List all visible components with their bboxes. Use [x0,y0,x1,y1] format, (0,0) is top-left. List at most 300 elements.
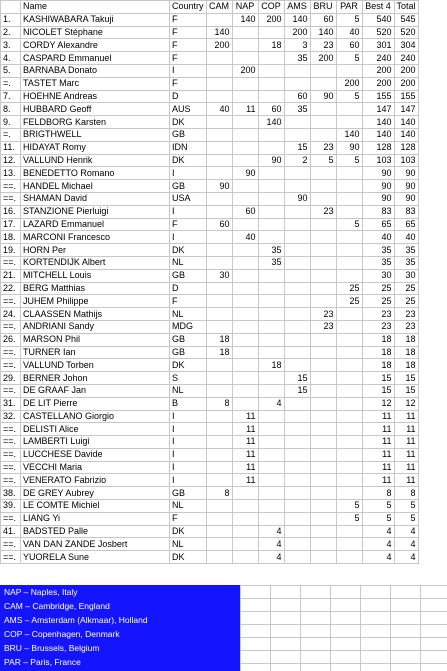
cell-par[interactable] [336,180,362,193]
cell-nap[interactable] [232,26,258,39]
cell-best4[interactable]: 15 [362,372,394,385]
cell-bru[interactable] [310,180,336,193]
header-rank[interactable] [1,1,21,14]
cell-country[interactable]: F [170,13,207,26]
cell-cam[interactable] [206,500,232,513]
cell-best4[interactable]: 8 [362,487,394,500]
cell-nap[interactable] [232,512,258,525]
cell-bru[interactable]: 60 [310,13,336,26]
cell-cam[interactable] [206,256,232,269]
cell-nap[interactable] [232,295,258,308]
cell-cop[interactable] [258,128,284,141]
cell-cop[interactable] [258,192,284,205]
cell-bru[interactable]: 23 [310,205,336,218]
cell-best4[interactable]: 18 [362,333,394,346]
cell-nap[interactable] [232,384,258,397]
cell-cop[interactable] [258,180,284,193]
cell-cop[interactable]: 200 [258,13,284,26]
cell-total[interactable]: 147 [394,103,418,116]
cell-country[interactable]: I [170,423,207,436]
cell-nap[interactable]: 11 [232,103,258,116]
cell-total[interactable]: 304 [394,39,418,52]
cell-nap[interactable] [232,244,258,257]
cell-country[interactable]: NL [170,384,207,397]
cell-best4[interactable]: 35 [362,244,394,257]
cell-cop[interactable]: 90 [258,154,284,167]
cell-par[interactable] [336,525,362,538]
cell-ams[interactable] [284,167,310,180]
cell-country[interactable]: F [170,52,207,65]
cell-cop[interactable] [258,308,284,321]
cell-cop[interactable] [258,423,284,436]
cell-par[interactable] [336,397,362,410]
cell-rank[interactable]: 39. [1,500,21,513]
cell-rank[interactable]: 7. [1,90,21,103]
cell-total[interactable]: 40 [394,231,418,244]
cell-bru[interactable] [310,346,336,359]
cell-country[interactable]: GB [170,269,207,282]
cell-rank[interactable]: 22. [1,282,21,295]
cell-cam[interactable] [206,154,232,167]
cell-nap[interactable] [232,397,258,410]
cell-ams[interactable] [284,77,310,90]
cell-total[interactable]: 65 [394,218,418,231]
cell-ams[interactable] [284,500,310,513]
cell-bru[interactable]: 5 [310,154,336,167]
header-bru[interactable]: BRU [310,1,336,14]
header-cop[interactable]: COP [258,1,284,14]
cell-nap[interactable] [232,525,258,538]
cell-bru[interactable]: 200 [310,52,336,65]
cell-rank[interactable]: 2. [1,26,21,39]
cell-name[interactable]: HORN Per [21,244,170,257]
cell-bru[interactable] [310,372,336,385]
cell-best4[interactable]: 140 [362,116,394,129]
cell-par[interactable] [336,384,362,397]
cell-total[interactable]: 15 [394,372,418,385]
cell-rank[interactable]: 12. [1,154,21,167]
cell-name[interactable]: VECCHI Maria [21,461,170,474]
cell-total[interactable]: 25 [394,295,418,308]
cell-bru[interactable] [310,218,336,231]
cell-rank[interactable]: 38. [1,487,21,500]
cell-cop[interactable] [258,141,284,154]
cell-best4[interactable]: 540 [362,13,394,26]
cell-rank[interactable]: 29. [1,372,21,385]
cell-ams[interactable] [284,436,310,449]
cell-country[interactable]: NL [170,256,207,269]
cell-rank[interactable]: ==. [1,436,21,449]
cell-nap[interactable] [232,192,258,205]
cell-rank[interactable]: ==. [1,538,21,551]
cell-rank[interactable]: ==. [1,256,21,269]
cell-bru[interactable] [310,116,336,129]
cell-bru[interactable] [310,77,336,90]
cell-country[interactable]: NL [170,500,207,513]
cell-ams[interactable] [284,308,310,321]
cell-rank[interactable]: 4. [1,52,21,65]
cell-par[interactable] [336,333,362,346]
cell-rank[interactable]: ==. [1,448,21,461]
cell-ams[interactable] [284,359,310,372]
cell-nap[interactable] [232,333,258,346]
cell-name[interactable]: TURNER Ian [21,346,170,359]
cell-bru[interactable] [310,500,336,513]
cell-name[interactable]: LAZARD Emmanuel [21,218,170,231]
cell-country[interactable]: I [170,448,207,461]
cell-ams[interactable] [284,128,310,141]
header-par[interactable]: PAR [336,1,362,14]
cell-cop[interactable] [258,320,284,333]
cell-total[interactable]: 90 [394,180,418,193]
cell-country[interactable]: I [170,205,207,218]
cell-nap[interactable] [232,52,258,65]
cell-best4[interactable]: 65 [362,218,394,231]
cell-rank[interactable]: 5. [1,64,21,77]
cell-country[interactable]: DK [170,359,207,372]
cell-country[interactable]: D [170,90,207,103]
cell-rank[interactable]: ==. [1,551,21,564]
cell-par[interactable] [336,256,362,269]
cell-par[interactable] [336,448,362,461]
cell-ams[interactable] [284,116,310,129]
cell-cam[interactable] [206,128,232,141]
cell-bru[interactable] [310,128,336,141]
cell-par[interactable]: 25 [336,282,362,295]
cell-total[interactable]: 5 [394,500,418,513]
cell-rank[interactable]: ==. [1,512,21,525]
cell-rank[interactable]: 41. [1,525,21,538]
cell-total[interactable]: 8 [394,487,418,500]
cell-nap[interactable]: 40 [232,231,258,244]
cell-best4[interactable]: 83 [362,205,394,218]
cell-best4[interactable]: 5 [362,512,394,525]
cell-cam[interactable] [206,77,232,90]
cell-best4[interactable]: 301 [362,39,394,52]
cell-cam[interactable] [206,13,232,26]
cell-par[interactable] [336,436,362,449]
cell-total[interactable]: 11 [394,474,418,487]
cell-country[interactable]: USA [170,192,207,205]
cell-ams[interactable]: 2 [284,154,310,167]
cell-cam[interactable] [206,423,232,436]
cell-cam[interactable] [206,141,232,154]
cell-cam[interactable]: 140 [206,26,232,39]
cell-best4[interactable]: 11 [362,436,394,449]
cell-cop[interactable]: 18 [258,359,284,372]
cell-ams[interactable] [284,218,310,231]
cell-total[interactable]: 90 [394,192,418,205]
cell-name[interactable]: HUBBARD Geoff [21,103,170,116]
cell-name[interactable]: LAMBERTI Luigi [21,436,170,449]
cell-cam[interactable] [206,538,232,551]
cell-rank[interactable]: 32. [1,410,21,423]
cell-country[interactable]: I [170,167,207,180]
cell-cam[interactable] [206,461,232,474]
cell-nap[interactable] [232,372,258,385]
cell-ams[interactable]: 35 [284,52,310,65]
cell-par[interactable] [336,551,362,564]
cell-cop[interactable] [258,448,284,461]
header-name[interactable]: Name [21,1,170,14]
cell-ams[interactable]: 15 [284,141,310,154]
cell-ams[interactable] [284,333,310,346]
cell-ams[interactable] [284,448,310,461]
cell-par[interactable] [336,423,362,436]
cell-total[interactable]: 11 [394,423,418,436]
cell-ams[interactable] [284,423,310,436]
cell-cam[interactable] [206,512,232,525]
cell-cop[interactable] [258,436,284,449]
header-country[interactable]: Country [170,1,207,14]
cell-bru[interactable]: 23 [310,308,336,321]
cell-bru[interactable] [310,551,336,564]
cell-best4[interactable]: 128 [362,141,394,154]
cell-cop[interactable] [258,295,284,308]
cell-rank[interactable]: 31. [1,397,21,410]
cell-cop[interactable] [258,487,284,500]
cell-bru[interactable] [310,167,336,180]
cell-cam[interactable] [206,474,232,487]
cell-best4[interactable]: 520 [362,26,394,39]
cell-country[interactable]: F [170,26,207,39]
cell-best4[interactable]: 4 [362,538,394,551]
cell-par[interactable] [336,320,362,333]
cell-country[interactable]: DK [170,154,207,167]
header-cam[interactable]: CAM [206,1,232,14]
cell-best4[interactable]: 40 [362,231,394,244]
cell-ams[interactable] [284,295,310,308]
cell-bru[interactable] [310,512,336,525]
cell-bru[interactable] [310,448,336,461]
cell-cop[interactable] [258,167,284,180]
cell-nap[interactable]: 11 [232,410,258,423]
cell-name[interactable]: BARNABA Donato [21,64,170,77]
cell-best4[interactable]: 25 [362,295,394,308]
cell-total[interactable]: 25 [394,282,418,295]
cell-cam[interactable]: 18 [206,333,232,346]
cell-nap[interactable] [232,320,258,333]
cell-total[interactable]: 240 [394,52,418,65]
cell-nap[interactable] [232,487,258,500]
cell-bru[interactable] [310,384,336,397]
cell-best4[interactable]: 12 [362,397,394,410]
cell-cop[interactable] [258,282,284,295]
cell-rank[interactable]: 24. [1,308,21,321]
cell-total[interactable]: 35 [394,256,418,269]
cell-total[interactable]: 128 [394,141,418,154]
cell-cam[interactable] [206,384,232,397]
header-total[interactable]: Total [394,1,418,14]
cell-par[interactable] [336,64,362,77]
cell-cop[interactable] [258,474,284,487]
cell-ams[interactable]: 35 [284,103,310,116]
cell-rank[interactable]: 1. [1,13,21,26]
cell-cam[interactable]: 18 [206,346,232,359]
cell-country[interactable]: I [170,461,207,474]
cell-ams[interactable] [284,180,310,193]
cell-name[interactable]: BERG Matthias [21,282,170,295]
cell-best4[interactable]: 11 [362,423,394,436]
cell-nap[interactable] [232,141,258,154]
cell-ams[interactable] [284,410,310,423]
cell-cop[interactable]: 4 [258,551,284,564]
cell-cop[interactable] [258,77,284,90]
cell-name[interactable]: CORDY Alexandre [21,39,170,52]
cell-bru[interactable] [310,461,336,474]
cell-ams[interactable]: 90 [284,192,310,205]
cell-par[interactable]: 60 [336,39,362,52]
cell-best4[interactable]: 18 [362,346,394,359]
cell-country[interactable]: NL [170,538,207,551]
cell-ams[interactable] [284,397,310,410]
cell-par[interactable] [336,487,362,500]
cell-par[interactable] [336,372,362,385]
cell-country[interactable]: I [170,474,207,487]
cell-cam[interactable] [206,116,232,129]
cell-bru[interactable] [310,525,336,538]
cell-total[interactable]: 4 [394,551,418,564]
cell-rank[interactable]: ==. [1,180,21,193]
cell-nap[interactable] [232,90,258,103]
cell-par[interactable] [336,538,362,551]
cell-par[interactable]: 5 [336,52,362,65]
cell-cam[interactable]: 60 [206,218,232,231]
cell-cam[interactable] [206,436,232,449]
cell-best4[interactable]: 25 [362,282,394,295]
cell-country[interactable]: IDN [170,141,207,154]
cell-rank[interactable]: 13. [1,167,21,180]
cell-par[interactable] [336,103,362,116]
cell-cam[interactable]: 8 [206,487,232,500]
cell-cam[interactable] [206,231,232,244]
cell-name[interactable]: BERNER Johon [21,372,170,385]
cell-nap[interactable] [232,359,258,372]
cell-cam[interactable] [206,525,232,538]
cell-country[interactable]: DK [170,116,207,129]
cell-par[interactable] [336,192,362,205]
cell-name[interactable]: BADSTED Palle [21,525,170,538]
cell-bru[interactable] [310,269,336,282]
cell-cop[interactable] [258,500,284,513]
empty-sheet-area[interactable] [240,585,447,671]
cell-name[interactable]: KORTENDIJK Albert [21,256,170,269]
cell-total[interactable]: 4 [394,538,418,551]
cell-total[interactable]: 155 [394,90,418,103]
cell-best4[interactable]: 200 [362,77,394,90]
cell-total[interactable]: 4 [394,525,418,538]
cell-cam[interactable] [206,192,232,205]
cell-best4[interactable]: 5 [362,500,394,513]
cell-ams[interactable]: 60 [284,90,310,103]
cell-ams[interactable] [284,461,310,474]
cell-rank[interactable]: ==. [1,461,21,474]
cell-name[interactable]: LUCCHESE Davide [21,448,170,461]
cell-rank[interactable]: 3. [1,39,21,52]
cell-country[interactable]: GB [170,333,207,346]
cell-total[interactable]: 200 [394,64,418,77]
cell-bru[interactable] [310,474,336,487]
cell-best4[interactable]: 11 [362,474,394,487]
cell-rank[interactable]: 17. [1,218,21,231]
cell-country[interactable]: D [170,282,207,295]
cell-total[interactable]: 18 [394,346,418,359]
cell-bru[interactable] [310,487,336,500]
cell-nap[interactable] [232,39,258,52]
cell-nap[interactable] [232,282,258,295]
cell-best4[interactable]: 23 [362,308,394,321]
header-best4[interactable]: Best 4 [362,1,394,14]
cell-ams[interactable] [284,512,310,525]
cell-total[interactable]: 30 [394,269,418,282]
cell-rank[interactable]: 11. [1,141,21,154]
cell-bru[interactable]: 23 [310,141,336,154]
cell-total[interactable]: 520 [394,26,418,39]
cell-cop[interactable] [258,231,284,244]
cell-name[interactable]: FELDBORG Karsten [21,116,170,129]
cell-ams[interactable]: 15 [284,384,310,397]
cell-best4[interactable]: 30 [362,269,394,282]
cell-country[interactable]: GB [170,180,207,193]
cell-par[interactable] [336,461,362,474]
cell-rank[interactable]: ==. [1,384,21,397]
cell-name[interactable]: TASTET Marc [21,77,170,90]
cell-par[interactable]: 25 [336,295,362,308]
cell-cop[interactable] [258,384,284,397]
cell-name[interactable]: BRIGTHWELL [21,128,170,141]
cell-total[interactable]: 12 [394,397,418,410]
cell-nap[interactable] [232,128,258,141]
cell-country[interactable]: GB [170,487,207,500]
cell-par[interactable] [336,231,362,244]
cell-par[interactable]: 5 [336,90,362,103]
cell-nap[interactable]: 11 [232,423,258,436]
cell-nap[interactable] [232,180,258,193]
cell-cop[interactable] [258,64,284,77]
cell-par[interactable]: 5 [336,13,362,26]
cell-cam[interactable] [206,410,232,423]
cell-bru[interactable] [310,231,336,244]
cell-par[interactable] [336,205,362,218]
cell-bru[interactable] [310,256,336,269]
cell-best4[interactable]: 35 [362,256,394,269]
cell-cop[interactable]: 35 [258,244,284,257]
cell-par[interactable] [336,244,362,257]
cell-cop[interactable]: 4 [258,538,284,551]
cell-cop[interactable] [258,26,284,39]
cell-nap[interactable]: 200 [232,64,258,77]
cell-rank[interactable]: ==. [1,320,21,333]
cell-ams[interactable] [284,474,310,487]
cell-cam[interactable]: 30 [206,269,232,282]
cell-cam[interactable] [206,359,232,372]
cell-country[interactable]: I [170,231,207,244]
cell-ams[interactable] [284,256,310,269]
cell-bru[interactable]: 23 [310,320,336,333]
cell-best4[interactable]: 4 [362,525,394,538]
cell-name[interactable]: YUORELA Sune [21,551,170,564]
cell-par[interactable]: 5 [336,500,362,513]
cell-bru[interactable] [310,282,336,295]
cell-rank[interactable]: =. [1,77,21,90]
cell-name[interactable]: DE GRAAF Jan [21,384,170,397]
cell-name[interactable]: MITCHELL Louis [21,269,170,282]
cell-bru[interactable]: 23 [310,39,336,52]
cell-best4[interactable]: 140 [362,128,394,141]
cell-total[interactable]: 140 [394,116,418,129]
cell-nap[interactable]: 11 [232,474,258,487]
cell-rank[interactable]: ==. [1,346,21,359]
